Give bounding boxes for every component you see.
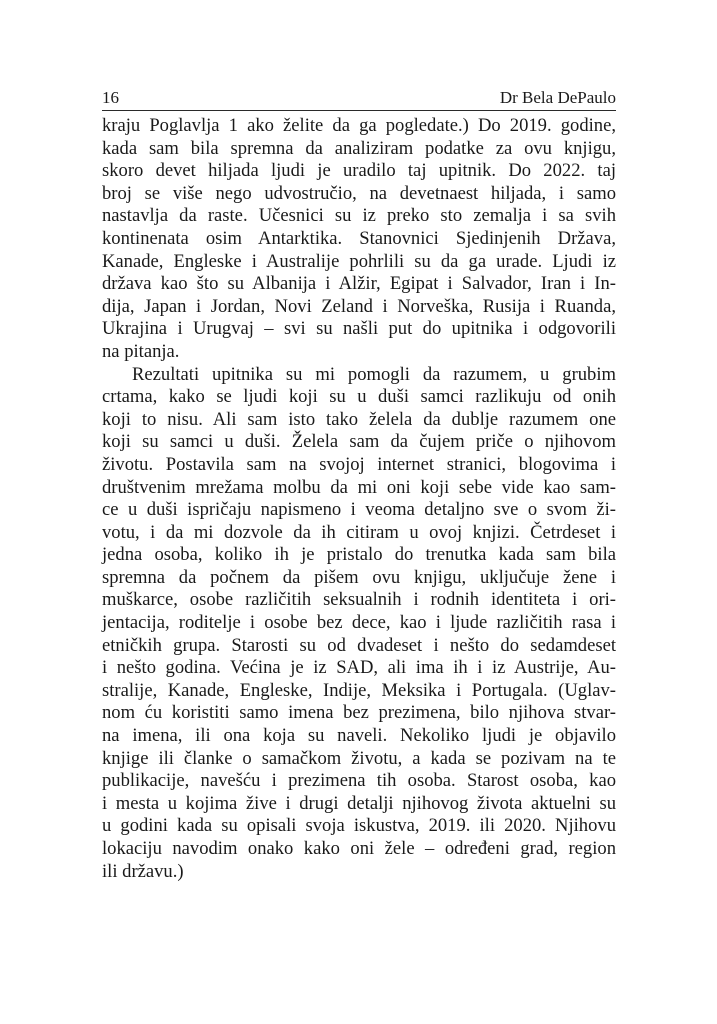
text-line: crtama, kako se ljudi koji su u duši samci razlikuju od onih xyxy=(102,386,616,408)
text-line: nastavlja da raste. Učesnici su iz preko sto zemalja i sa svih xyxy=(102,205,616,227)
text-line: i nešto godina. Većina je iz SAD, ali ima ih i iz Austrije, Au- xyxy=(102,657,616,679)
text-line: na pitanja. xyxy=(102,340,180,362)
text-line: votu, i da mi dozvole da ih citiram u ovoj knjizi. Četrdeset i xyxy=(102,521,616,543)
text-line: životu. Postavila sam na svojoj internet stranici, blogovima i xyxy=(102,453,616,475)
text-line: skoro devet hiljada ljudi je uradilo taj upitnik. Do 2022. taj xyxy=(102,160,616,182)
text-line: etničkih grupa. Starosti su od dvadeset i nešto do sedamdeset xyxy=(102,634,616,656)
text-line: Ukrajina i Urugvaj – svi su našli put do upitnika i odgovorili xyxy=(102,318,616,340)
paragraph xyxy=(102,364,616,884)
text-line: stralije, Kanade, Engleske, Indije, Meksika i Portugala. (Uglav- xyxy=(102,679,616,701)
body-text xyxy=(102,115,616,883)
text-line: nom ću koristiti samo imena bez prezimena, bilo njihova stvar- xyxy=(102,702,616,724)
page-number: 16 xyxy=(102,88,119,107)
text-line: dija, Japan i Jordan, Novi Zeland i Norveška, Rusija i Ruanda, xyxy=(102,295,616,317)
text-line: muškarce, osobe različitih seksualnih i rodnih identiteta i ori- xyxy=(102,589,616,611)
paragraph xyxy=(102,115,616,364)
text-line: ce u duši ispričaju napismeno i veoma detaljno sve o svom ži- xyxy=(102,499,616,521)
text-line: broj se više nego udvostručio, na devetnaest hiljada, i samo xyxy=(102,182,616,204)
text-line: spremna da počnem da pišem ovu knjigu, uključuje žene i xyxy=(102,566,616,588)
text-line: jedna osoba, koliko ih je pristalo do trenutka kada sam bila xyxy=(102,544,616,566)
text-line: na imena, ili ona koja su naveli. Nekoliko ljudi je objavilo xyxy=(102,725,616,747)
text-line: ili državu.) xyxy=(102,860,184,882)
book-page xyxy=(102,88,616,883)
text-line: koji to nisu. Ali sam isto tako želela da dublje razumem one xyxy=(102,408,616,430)
text-line: kada sam bila spremna da analiziram podatke za ovu knjigu, xyxy=(102,137,616,159)
text-line: lokaciju navodim onako kako oni žele – određeni grad, region xyxy=(102,838,616,859)
text-line: društvenim mrežama molbu da mi oni koji sebe vide kao sam- xyxy=(102,476,616,498)
text-line: u godini kada su opisali svoja iskustva, 2019. ili 2020. Njihovu xyxy=(102,815,616,837)
text-line: Kanade, Engleske i Australije pohrlili su da ga urade. Ljudi iz xyxy=(102,250,616,272)
author-name: Dr Bela DePaulo xyxy=(499,88,616,107)
text-line: koji su samci u duši. Želela sam da čujem priče o njihovom xyxy=(102,431,616,453)
text-line: kraju Poglavlja 1 ako želite da ga pogledate.) Do 2019. godine, xyxy=(102,115,616,136)
text-line: jentacija, roditelje i osobe bez dece, kao i ljude različitih rasa i xyxy=(102,612,616,634)
text-line: knjige ili članke o samačkom životu, a kada se pozivam na te xyxy=(102,747,616,769)
text-line: država kao što su Albanija i Alžir, Egipat i Salvador, Iran i In- xyxy=(102,273,616,295)
text-line: kontinenata osim Antarktika. Stanovnici Sjedinjenih Država, xyxy=(102,227,616,249)
text-line: publikacije, navešću i prezimena tih osoba. Starost osoba, kao xyxy=(102,770,616,792)
text-line: Rezultati upitnika su mi pomogli da razumem, u grubim xyxy=(132,363,616,385)
running-header xyxy=(102,88,616,111)
text-line: i mesta u kojima žive i drugi detalji njihovog života aktuelni su xyxy=(102,792,616,814)
